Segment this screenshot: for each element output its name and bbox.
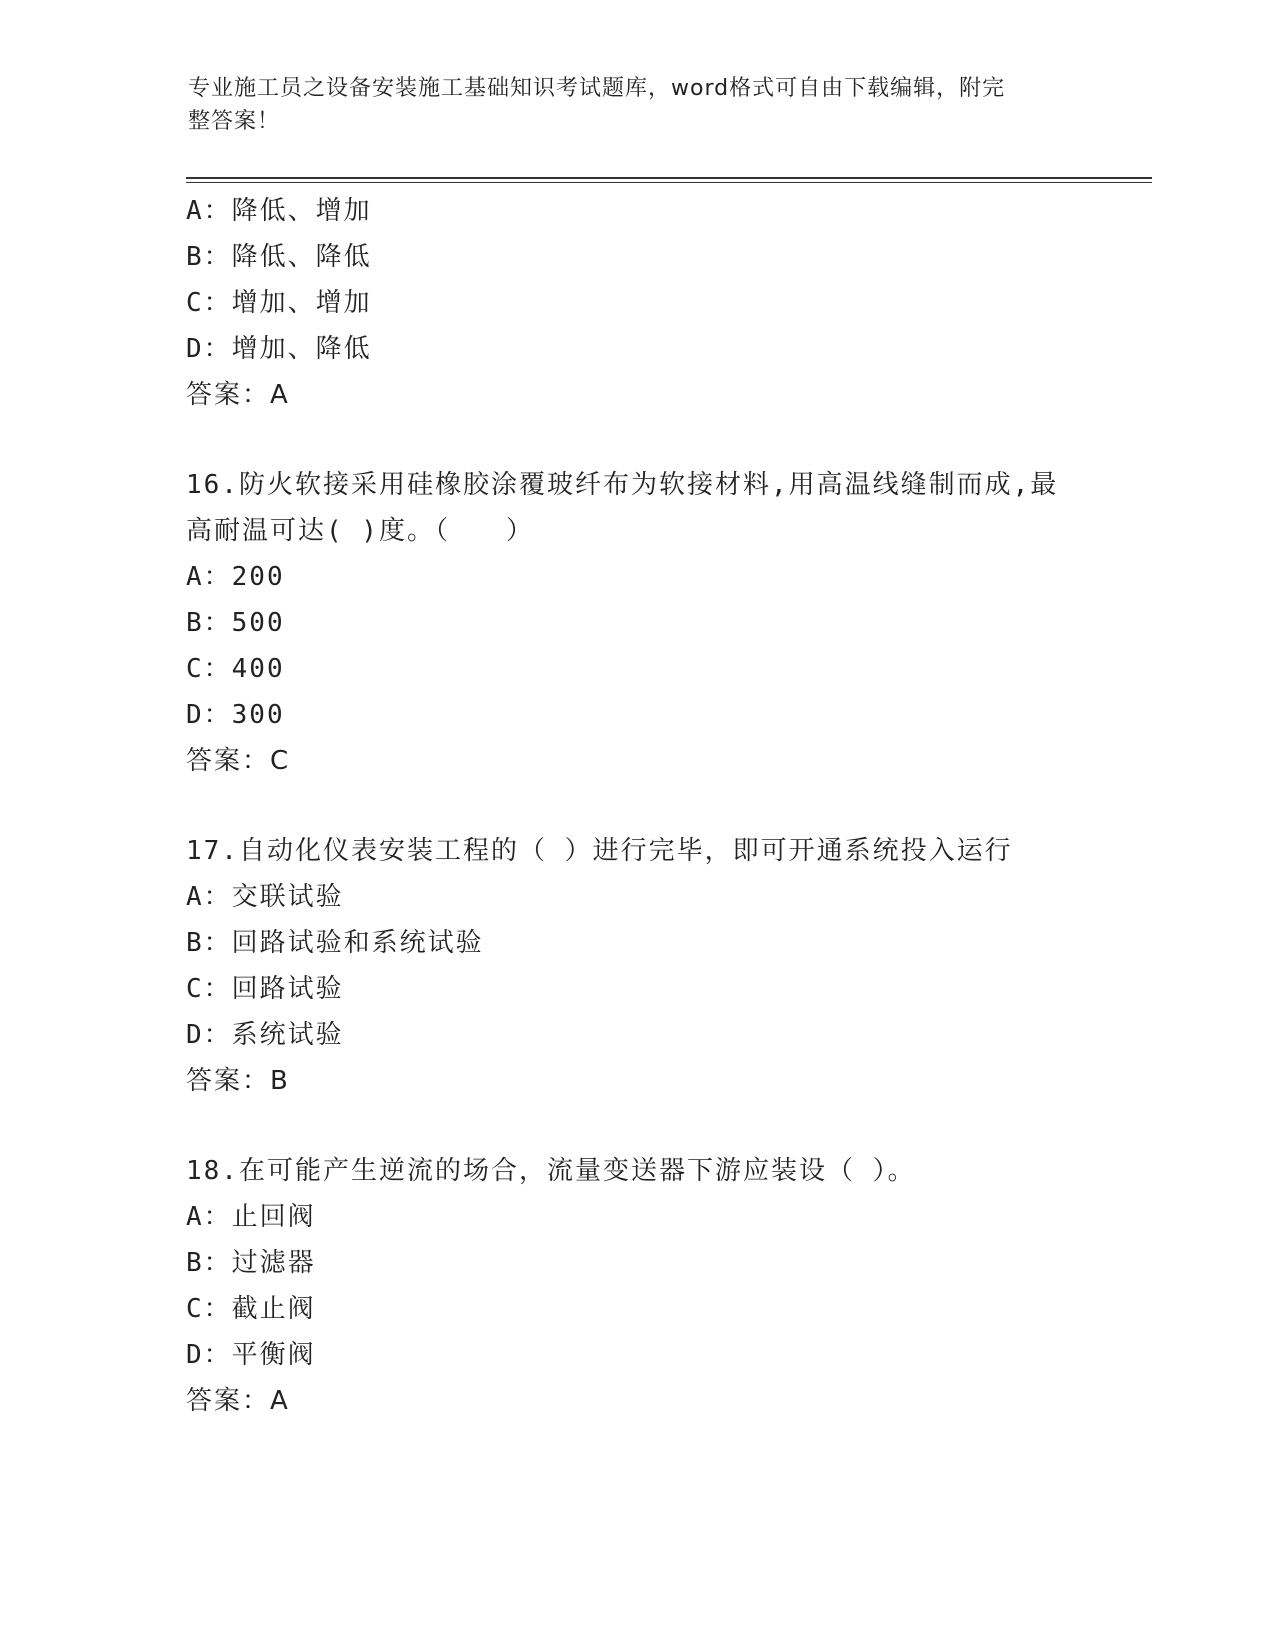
question-17 <box>186 828 1086 1104</box>
header-line-1: 专业施工员之设备安装施工基础知识考试题库，word格式可自由下载编辑，附完 <box>188 76 1006 101</box>
header-rule-thin <box>186 182 1152 183</box>
option-b: B：500 <box>186 608 285 638</box>
header-rule-thick <box>186 177 1152 179</box>
answer: 答案：C <box>186 746 291 776</box>
option-a: A：降低、增加 <box>186 196 372 226</box>
option-a: A：止回阀 <box>186 1202 316 1232</box>
question-18 <box>186 1148 1086 1424</box>
question-15-partial <box>186 188 1086 418</box>
question-stem: 16.防火软接采用硅橡胶涂覆玻纤布为软接材料,用高温线缝制而成,最 <box>186 470 1059 500</box>
question-stem: 17.自动化仪表安装工程的（ ）进行完毕，即可开通系统投入运行 <box>186 836 1013 866</box>
option-b: B：回路试验和系统试验 <box>186 928 484 958</box>
option-d: D：300 <box>186 700 285 730</box>
document-header <box>188 72 1068 138</box>
option-c: C：截止阀 <box>186 1294 316 1324</box>
option-b: B：过滤器 <box>186 1248 316 1278</box>
question-list <box>186 188 1086 1424</box>
question-stem-continued: 高耐温可达( )度。（ ） <box>186 516 534 546</box>
option-b: B：降低、降低 <box>186 242 372 272</box>
option-a: A：200 <box>186 562 285 592</box>
question-stem: 18.在可能产生逆流的场合，流量变送器下游应装设（ ）。 <box>186 1156 916 1186</box>
option-c: C：回路试验 <box>186 974 344 1004</box>
option-a: A：交联试验 <box>186 882 344 912</box>
option-d: D：平衡阀 <box>186 1340 316 1370</box>
question-16 <box>186 462 1086 784</box>
header-line-2: 整答案！ <box>188 109 281 134</box>
option-c: C：400 <box>186 654 285 684</box>
answer: 答案：B <box>186 1066 290 1096</box>
answer: 答案：A <box>186 1386 290 1416</box>
option-d: D：系统试验 <box>186 1020 344 1050</box>
answer: 答案：A <box>186 380 290 410</box>
option-c: C：增加、增加 <box>186 288 372 318</box>
option-d: D：增加、降低 <box>186 334 372 364</box>
